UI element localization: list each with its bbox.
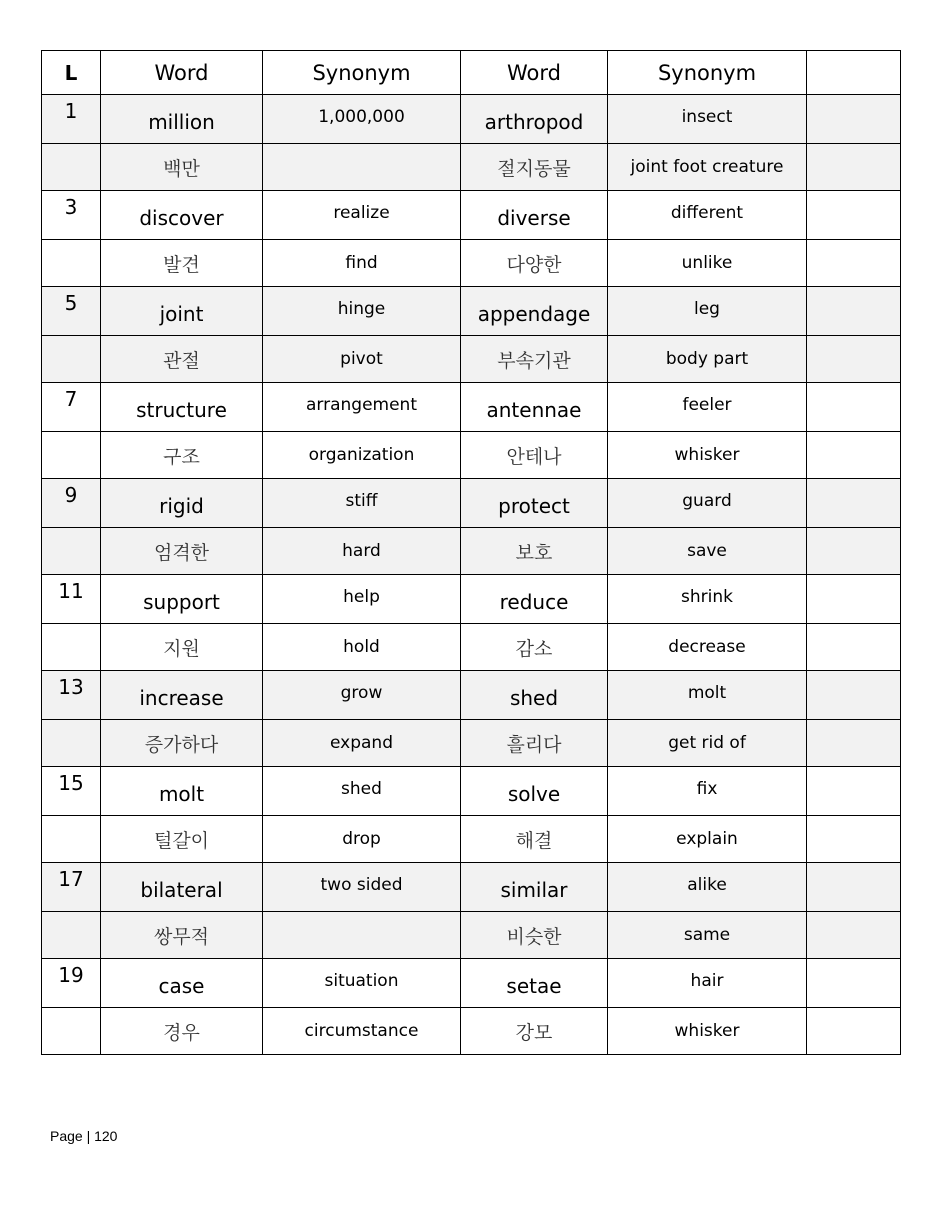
synonym-cell: hinge <box>263 287 461 336</box>
word-cell: shed <box>461 671 608 720</box>
word-cell: 구조 <box>101 432 263 479</box>
word-cell: discover <box>101 191 263 240</box>
header-lesson: L <box>42 51 101 95</box>
synonym-cell: shrink <box>608 575 807 624</box>
blank-cell <box>807 624 901 671</box>
word-cell: million <box>101 95 263 144</box>
lesson-number-cell <box>42 432 101 479</box>
lesson-number-cell <box>42 336 101 383</box>
word-cell: 부속기관 <box>461 336 608 383</box>
table-row-korean <box>42 336 901 383</box>
table-row-korean <box>42 624 901 671</box>
blank-cell <box>807 479 901 528</box>
table-row-korean <box>42 912 901 959</box>
blank-cell <box>807 528 901 575</box>
word-cell: increase <box>101 671 263 720</box>
lesson-number-cell <box>42 816 101 863</box>
lesson-number-cell: 9 <box>42 479 101 528</box>
synonym-cell: organization <box>263 432 461 479</box>
synonym-cell: joint foot creature <box>608 144 807 191</box>
synonym-cell: feeler <box>608 383 807 432</box>
word-cell: 강모 <box>461 1008 608 1055</box>
header-synonym-2: Synonym <box>608 51 807 95</box>
word-cell: structure <box>101 383 263 432</box>
blank-cell <box>807 575 901 624</box>
word-cell: rigid <box>101 479 263 528</box>
synonym-cell <box>263 912 461 959</box>
lesson-number-cell: 15 <box>42 767 101 816</box>
word-cell: 감소 <box>461 624 608 671</box>
table-row-english <box>42 863 901 912</box>
word-cell: setae <box>461 959 608 1008</box>
word-cell: joint <box>101 287 263 336</box>
synonym-cell: hard <box>263 528 461 575</box>
word-cell: molt <box>101 767 263 816</box>
lesson-number-cell: 11 <box>42 575 101 624</box>
word-cell: 보호 <box>461 528 608 575</box>
word-cell: solve <box>461 767 608 816</box>
synonym-cell: save <box>608 528 807 575</box>
lesson-number-cell <box>42 144 101 191</box>
table-row-korean <box>42 720 901 767</box>
word-cell: 지원 <box>101 624 263 671</box>
word-cell: 백만 <box>101 144 263 191</box>
synonym-cell: arrangement <box>263 383 461 432</box>
word-cell: 해결 <box>461 816 608 863</box>
table-row-english <box>42 287 901 336</box>
synonym-cell: fix <box>608 767 807 816</box>
blank-cell <box>807 959 901 1008</box>
blank-cell <box>807 671 901 720</box>
table-row-english <box>42 767 901 816</box>
synonym-cell: expand <box>263 720 461 767</box>
table-row-english <box>42 383 901 432</box>
lesson-number-cell <box>42 720 101 767</box>
word-cell: 털갈이 <box>101 816 263 863</box>
page-footer: Page | 120 <box>50 1128 118 1144</box>
word-cell: 증가하다 <box>101 720 263 767</box>
table-row-korean <box>42 1008 901 1055</box>
lesson-number-cell <box>42 240 101 287</box>
lesson-number-cell: 19 <box>42 959 101 1008</box>
synonym-cell: alike <box>608 863 807 912</box>
table-row-korean <box>42 528 901 575</box>
synonym-cell: different <box>608 191 807 240</box>
synonym-cell: shed <box>263 767 461 816</box>
lesson-number-cell: 5 <box>42 287 101 336</box>
word-cell: 다양한 <box>461 240 608 287</box>
header-word-1: Word <box>101 51 263 95</box>
table-row-english <box>42 575 901 624</box>
synonym-cell: realize <box>263 191 461 240</box>
word-cell: 흘리다 <box>461 720 608 767</box>
lesson-number-cell: 7 <box>42 383 101 432</box>
synonym-cell: body part <box>608 336 807 383</box>
word-cell: 안테나 <box>461 432 608 479</box>
lesson-number-cell: 3 <box>42 191 101 240</box>
table-row-english <box>42 479 901 528</box>
word-cell: support <box>101 575 263 624</box>
blank-cell <box>807 95 901 144</box>
table-row-english <box>42 191 901 240</box>
word-cell: 발견 <box>101 240 263 287</box>
header-synonym-1: Synonym <box>263 51 461 95</box>
word-cell: antennae <box>461 383 608 432</box>
lesson-number-cell <box>42 1008 101 1055</box>
synonym-cell: circumstance <box>263 1008 461 1055</box>
table-row-english <box>42 95 901 144</box>
blank-cell <box>807 863 901 912</box>
synonym-cell: hair <box>608 959 807 1008</box>
lesson-number-cell <box>42 912 101 959</box>
synonym-cell: situation <box>263 959 461 1008</box>
synonym-cell: pivot <box>263 336 461 383</box>
blank-cell <box>807 816 901 863</box>
lesson-number-cell: 1 <box>42 95 101 144</box>
synonym-cell: leg <box>608 287 807 336</box>
word-cell: 쌍무적 <box>101 912 263 959</box>
table-row-korean <box>42 816 901 863</box>
blank-cell <box>807 144 901 191</box>
blank-cell <box>807 383 901 432</box>
synonym-cell: two sided <box>263 863 461 912</box>
synonym-cell: molt <box>608 671 807 720</box>
table-row-korean <box>42 240 901 287</box>
header-word-2: Word <box>461 51 608 95</box>
lesson-number-cell <box>42 624 101 671</box>
lesson-number-cell <box>42 528 101 575</box>
synonym-cell: drop <box>263 816 461 863</box>
table-row-english <box>42 671 901 720</box>
blank-cell <box>807 287 901 336</box>
blank-cell <box>807 767 901 816</box>
blank-cell <box>807 432 901 479</box>
word-cell: appendage <box>461 287 608 336</box>
synonym-cell: hold <box>263 624 461 671</box>
synonym-cell: grow <box>263 671 461 720</box>
blank-cell <box>807 336 901 383</box>
synonym-cell: guard <box>608 479 807 528</box>
vocabulary-table <box>41 50 901 1055</box>
synonym-cell: get rid of <box>608 720 807 767</box>
synonym-cell: same <box>608 912 807 959</box>
synonym-cell: whisker <box>608 1008 807 1055</box>
lesson-number-cell: 17 <box>42 863 101 912</box>
synonym-cell: explain <box>608 816 807 863</box>
synonym-cell: whisker <box>608 432 807 479</box>
table-row-english <box>42 959 901 1008</box>
word-cell: bilateral <box>101 863 263 912</box>
word-cell: 비슷한 <box>461 912 608 959</box>
word-cell: 경우 <box>101 1008 263 1055</box>
blank-cell <box>807 912 901 959</box>
blank-cell <box>807 240 901 287</box>
synonym-cell: unlike <box>608 240 807 287</box>
word-cell: case <box>101 959 263 1008</box>
word-cell: 절지동물 <box>461 144 608 191</box>
synonym-cell: decrease <box>608 624 807 671</box>
table-row-korean <box>42 432 901 479</box>
synonym-cell: help <box>263 575 461 624</box>
table-row-korean <box>42 144 901 191</box>
synonym-cell: find <box>263 240 461 287</box>
word-cell: 관절 <box>101 336 263 383</box>
word-cell: arthropod <box>461 95 608 144</box>
word-cell: reduce <box>461 575 608 624</box>
blank-cell <box>807 720 901 767</box>
header-blank <box>807 51 901 95</box>
word-cell: 엄격한 <box>101 528 263 575</box>
synonym-cell: stiff <box>263 479 461 528</box>
synonym-cell: 1,000,000 <box>263 95 461 144</box>
synonym-cell <box>263 144 461 191</box>
word-cell: similar <box>461 863 608 912</box>
word-cell: protect <box>461 479 608 528</box>
word-cell: diverse <box>461 191 608 240</box>
synonym-cell: insect <box>608 95 807 144</box>
blank-cell <box>807 191 901 240</box>
header-row <box>42 51 901 95</box>
blank-cell <box>807 1008 901 1055</box>
lesson-number-cell: 13 <box>42 671 101 720</box>
